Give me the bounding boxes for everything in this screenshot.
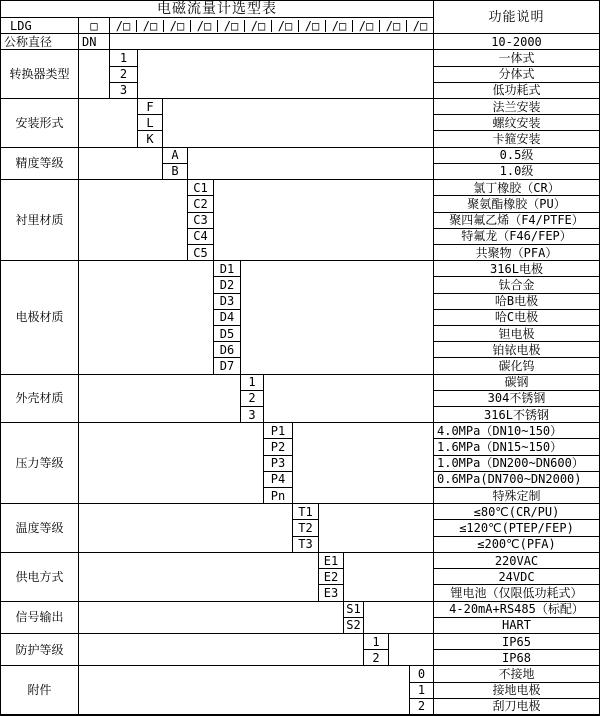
- code-cell: F: [138, 99, 163, 115]
- model-slot: /□: [353, 20, 380, 32]
- function-cell: IP68: [434, 650, 599, 666]
- code-cell: 1: [410, 683, 434, 699]
- category-name: 精度等级: [1, 148, 79, 180]
- function-cell: 碳钢: [434, 375, 599, 391]
- function-cell: 1.0级: [434, 164, 599, 180]
- function-cell: 钛合金: [434, 277, 599, 293]
- code-cell: 2: [110, 67, 138, 83]
- code-cell: L: [138, 115, 163, 131]
- blank-cell: [264, 375, 434, 424]
- code-cell: S2: [344, 618, 364, 634]
- function-cell: ≤120℃(PTEP/FEP): [434, 520, 599, 536]
- function-cell: ≤80℃(CR/PU): [434, 504, 599, 520]
- model-slot: /□: [137, 20, 164, 32]
- function-cell: 4-20mA+RS485（标配）: [434, 602, 599, 618]
- blank-cell: [79, 666, 410, 715]
- code-cell: D6: [214, 342, 241, 358]
- model-first-box: □: [79, 18, 110, 34]
- function-cell: 0.5级: [434, 148, 599, 164]
- category-name: 防护等级: [1, 634, 79, 666]
- function-cell: 不接地: [434, 666, 599, 682]
- code-cell: E2: [319, 569, 344, 585]
- code-cell: E1: [319, 553, 344, 569]
- code-cell: B: [163, 164, 188, 180]
- code-cell: T1: [293, 504, 319, 520]
- blank-cell: [79, 423, 264, 504]
- code-cell: 3: [110, 83, 138, 99]
- code-cell: C1: [188, 180, 214, 196]
- function-cell: 4.0MPa（DN10~150）: [434, 423, 599, 439]
- code-cell: Pn: [264, 488, 293, 504]
- code-cell: T3: [293, 537, 319, 553]
- blank-cell: [79, 261, 214, 374]
- code-cell: E3: [319, 585, 344, 601]
- blank-cell: [319, 504, 434, 553]
- function-cell: 哈C电极: [434, 310, 599, 326]
- function-cell: ≤200℃(PFA): [434, 537, 599, 553]
- blank-cell: [110, 34, 434, 50]
- blank-cell: [241, 261, 434, 374]
- function-cell: 法兰安装: [434, 99, 599, 115]
- model-slot: /□: [191, 20, 218, 32]
- code-cell: 2: [410, 699, 434, 715]
- blank-cell: [163, 99, 434, 148]
- function-cell: HART: [434, 618, 599, 634]
- model-slot: /□: [272, 20, 299, 32]
- category-name: 转换器类型: [1, 50, 79, 99]
- code-cell: C4: [188, 229, 214, 245]
- function-cell: 0.6MPa(DN700~DN2000): [434, 472, 599, 488]
- function-cell: 碳化钨: [434, 358, 599, 374]
- category-name: 压力等级: [1, 423, 79, 504]
- function-cell: 10-2000: [434, 34, 599, 50]
- code-cell: D5: [214, 326, 241, 342]
- code-cell: 0: [410, 666, 434, 682]
- code-cell: DN: [79, 34, 110, 50]
- model-slot: /□: [164, 20, 191, 32]
- code-cell: P4: [264, 472, 293, 488]
- function-cell: 24VDC: [434, 569, 599, 585]
- function-cell: 220VAC: [434, 553, 599, 569]
- category-name: 外壳材质: [1, 375, 79, 424]
- category-name: 附件: [1, 666, 79, 715]
- function-cell: 316L不锈钢: [434, 407, 599, 423]
- code-cell: C3: [188, 213, 214, 229]
- category-name: 安装形式: [1, 99, 79, 148]
- blank-cell: [79, 99, 138, 148]
- code-cell: D2: [214, 277, 241, 293]
- function-cell: 1.6MPa（DN15~150）: [434, 439, 599, 455]
- blank-cell: [79, 50, 110, 99]
- model-prefix: LDG: [1, 18, 79, 34]
- code-cell: D1: [214, 261, 241, 277]
- category-name: 电极材质: [1, 261, 79, 374]
- function-cell: 特殊定制: [434, 488, 599, 504]
- category-name: 供电方式: [1, 553, 79, 602]
- blank-cell: [79, 634, 364, 666]
- function-cell: 氯丁橡胶（CR）: [434, 180, 599, 196]
- code-cell: 1: [110, 50, 138, 66]
- blank-cell: [79, 553, 319, 602]
- code-cell: C5: [188, 245, 214, 261]
- function-cell: 钽电极: [434, 326, 599, 342]
- code-cell: A: [163, 148, 188, 164]
- code-cell: D3: [214, 294, 241, 310]
- code-cell: P1: [264, 423, 293, 439]
- function-cell: 特氟龙（F46/FEP）: [434, 229, 599, 245]
- function-cell: 低功耗式: [434, 83, 599, 99]
- function-cell: 304不锈钢: [434, 391, 599, 407]
- blank-cell: [389, 634, 434, 666]
- blank-cell: [79, 504, 293, 553]
- code-cell: D4: [214, 310, 241, 326]
- blank-cell: [344, 553, 434, 602]
- code-cell: 2: [364, 650, 389, 666]
- table-title: 电磁流量计选型表: [1, 1, 434, 18]
- blank-cell: [138, 50, 434, 99]
- model-slot: /□: [218, 20, 245, 32]
- blank-cell: [79, 148, 163, 180]
- function-cell: 聚氨酯橡胶（PU）: [434, 196, 599, 212]
- code-cell: K: [138, 131, 163, 147]
- function-cell: 分体式: [434, 67, 599, 83]
- function-cell: 316L电极: [434, 261, 599, 277]
- code-cell: P3: [264, 456, 293, 472]
- model-slots: [110, 18, 434, 34]
- code-cell: 1: [241, 375, 264, 391]
- category-name: 温度等级: [1, 504, 79, 553]
- code-cell: D7: [214, 358, 241, 374]
- model-slot: /□: [245, 20, 272, 32]
- code-cell: 1: [364, 634, 389, 650]
- model-slot: /□: [326, 20, 353, 32]
- blank-cell: [79, 375, 241, 424]
- blank-cell: [214, 180, 434, 261]
- code-cell: 2: [241, 391, 264, 407]
- category-name: 公称直径: [1, 34, 79, 50]
- blank-cell: [293, 423, 434, 504]
- function-column-header: 功能说明: [434, 1, 599, 34]
- code-cell: C2: [188, 196, 214, 212]
- category-name: 信号输出: [1, 602, 79, 634]
- blank-cell: [364, 602, 434, 634]
- model-slot: /□: [412, 18, 428, 33]
- code-cell: P2: [264, 439, 293, 455]
- code-cell: T2: [293, 520, 319, 536]
- code-cell: 3: [241, 407, 264, 423]
- function-cell: 锂电池（仅限低功耗式）: [434, 585, 599, 601]
- function-cell: 卡箍安装: [434, 131, 599, 147]
- blank-cell: [79, 180, 188, 261]
- function-cell: 聚四氟乙烯（F4/PTFE）: [434, 213, 599, 229]
- function-cell: 刮刀电极: [434, 699, 599, 715]
- function-cell: 哈B电极: [434, 294, 599, 310]
- function-cell: IP65: [434, 634, 599, 650]
- function-cell: 铂铱电极: [434, 342, 599, 358]
- category-name: 衬里材质: [1, 180, 79, 261]
- blank-cell: [79, 602, 344, 634]
- blank-cell: [188, 148, 434, 180]
- function-cell: 接地电极: [434, 683, 599, 699]
- model-slot: /□: [380, 20, 407, 32]
- code-cell: S1: [344, 602, 364, 618]
- function-cell: 一体式: [434, 50, 599, 66]
- model-slot: /□: [299, 20, 326, 32]
- function-cell: 1.0MPa（DN200~DN600）: [434, 456, 599, 472]
- function-cell: 螺纹安装: [434, 115, 599, 131]
- function-cell: 共聚物（PFA）: [434, 245, 599, 261]
- model-slot: /□: [110, 20, 137, 32]
